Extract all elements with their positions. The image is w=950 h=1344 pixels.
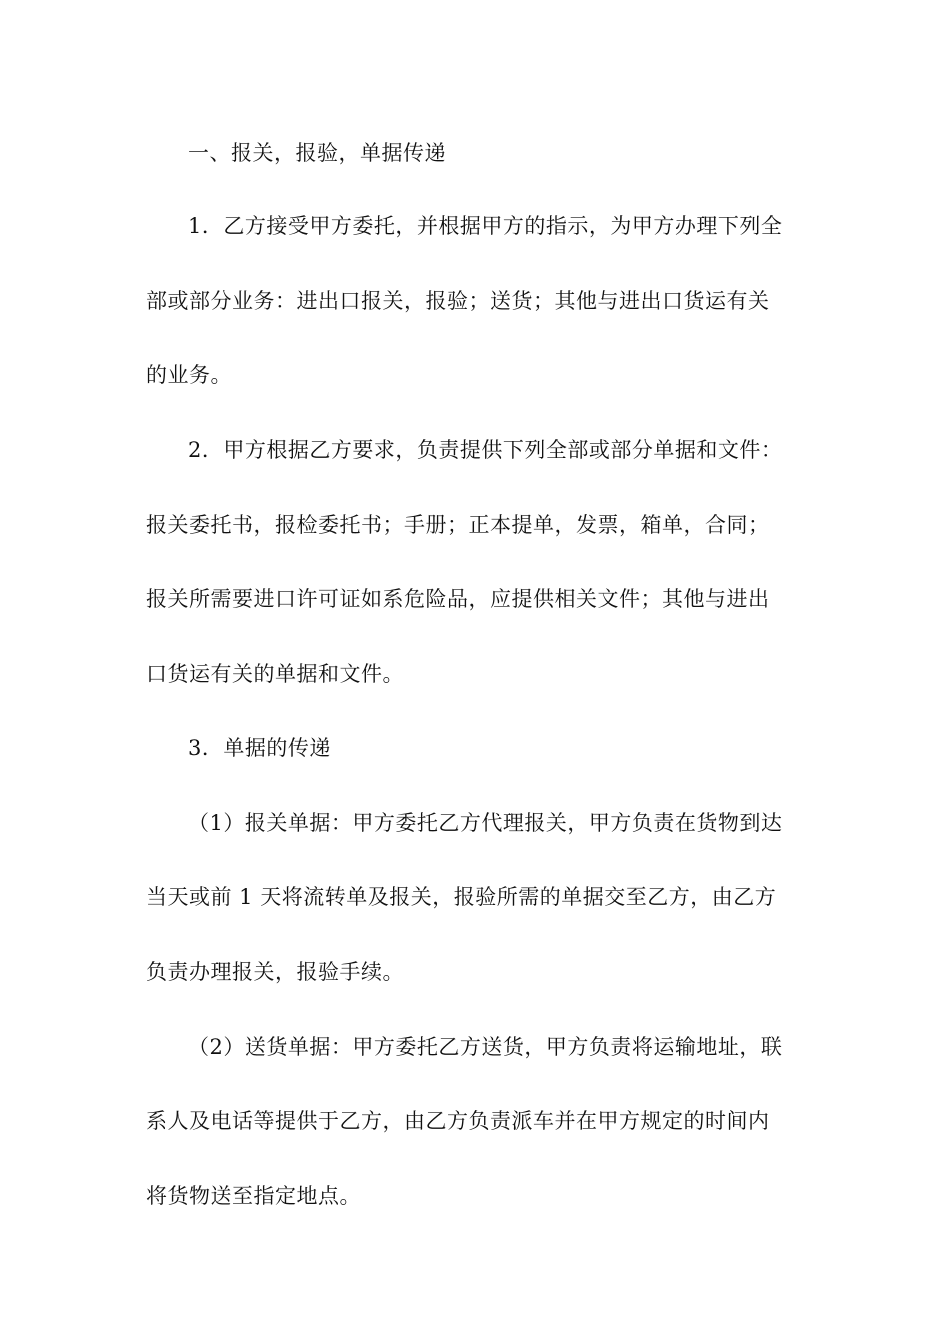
paragraph-line: 负责办理报关，报验手续。 xyxy=(146,960,404,984)
paragraph-line: 2．甲方根据乙方要求，负责提供下列全部或部分单据和文件： xyxy=(188,438,783,462)
paragraph-line: 的业务。 xyxy=(146,363,232,387)
paragraph-line: （1）报关单据：甲方委托乙方代理报关，甲方负责在货物到达 xyxy=(188,811,783,835)
paragraph-line: 口货运有关的单据和文件。 xyxy=(146,662,404,686)
paragraph-line: 将货物送至指定地点。 xyxy=(146,1184,361,1208)
paragraph-line: 当天或前 1 天将流转单及报关，报验所需的单据交至乙方，由乙方 xyxy=(146,885,777,909)
paragraph-line: 1．乙方接受甲方委托，并根据甲方的指示，为甲方办理下列全 xyxy=(188,214,783,238)
paragraph-line: 部或部分业务：进出口报关，报验；送货；其他与进出口货运有关 xyxy=(146,289,770,313)
paragraph-line: （2）送货单据：甲方委托乙方送货，甲方负责将运输地址，联 xyxy=(188,1035,783,1059)
paragraph-line: 系人及电话等提供于乙方，由乙方负责派车并在甲方规定的时间内 xyxy=(146,1109,770,1133)
section-heading: 一、报关，报验，单据传递 xyxy=(188,141,446,165)
paragraph-line: 报关委托书，报检委托书；手册；正本提单，发票，箱单，合同； xyxy=(146,513,770,537)
subheading: 3．单据的传递 xyxy=(188,736,331,760)
paragraph-line: 报关所需要进口许可证如系危险品，应提供相关文件；其他与进出 xyxy=(146,587,770,611)
